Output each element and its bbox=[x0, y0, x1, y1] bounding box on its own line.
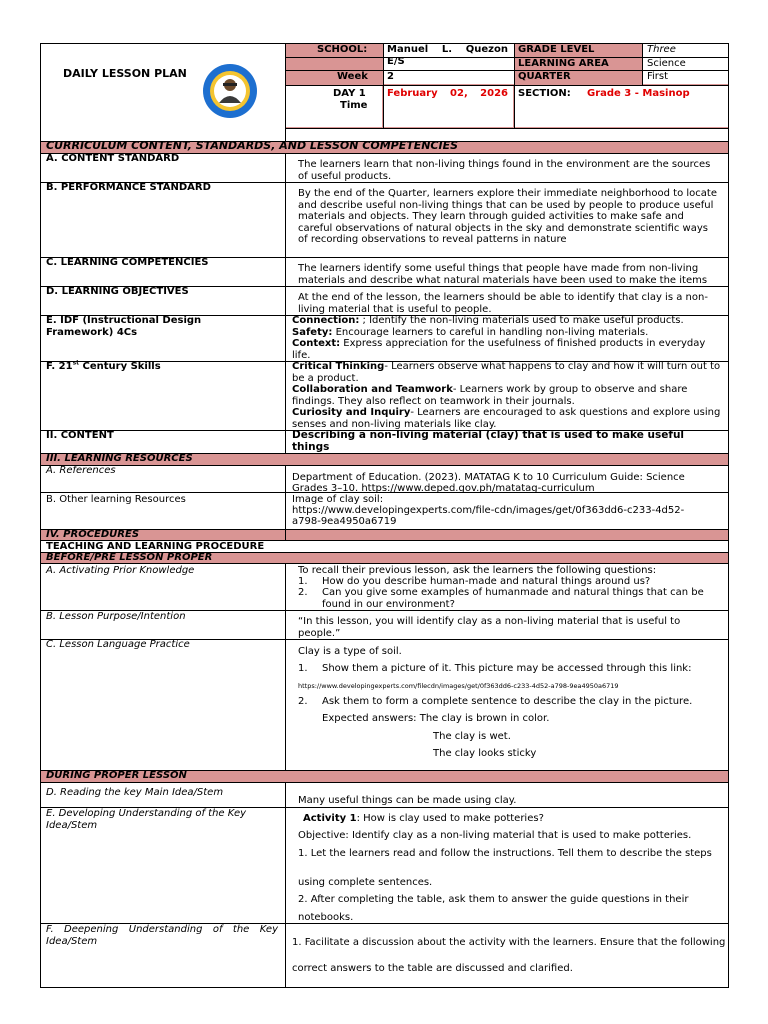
language-exp3: The clay looks sticky bbox=[433, 748, 537, 759]
language-s1: Show them a picture of it. This picture may be accessed through this link: bbox=[322, 663, 692, 674]
references-line2: Grades 3–10. https://www.deped.gov.ph/matatag-curriculum bbox=[292, 483, 595, 494]
language-exp2: The clay is wet. bbox=[433, 731, 511, 742]
references-line1: Department of Education. (2023). MATATAG K to 10 Curriculum Guide: Science bbox=[292, 472, 685, 483]
procedures-heading: IV. PROCEDURES bbox=[46, 529, 140, 540]
developing-step1b: using complete sentences. bbox=[298, 877, 433, 888]
skills-text: Critical Thinking- Learners observe what happens to clay and how it will turn out to be a product. Collaboration and Teamwork- Learners work by group to observe and share findings. They also reflect on teamwork in their journals. Curiosity and Inquiry- Learners are encouraged to ask questions and explore using senses and non-living materials like clay. bbox=[292, 361, 721, 430]
learning-area-label: LEARNING AREA bbox=[518, 58, 609, 69]
school-label: SCHOOL: bbox=[317, 44, 368, 55]
language-exp1: Expected answers: The clay is brown in color. bbox=[322, 713, 550, 724]
developing-objective: Objective: Identify clay as a non-living material that is used to make potteries. bbox=[298, 830, 692, 841]
reading-label: D. Reading the key Main Idea/Stem bbox=[46, 787, 224, 798]
activating-q1-num: 1. bbox=[298, 576, 308, 587]
grade-level-label: GRADE LEVEL bbox=[518, 44, 595, 55]
developing-step2: 2. After completing the table, ask them to answer the guide questions in their bbox=[298, 894, 689, 905]
section-value: Grade 3 - Masinop bbox=[587, 88, 690, 99]
school-value: Manuel L. Quezon E/S bbox=[387, 44, 508, 67]
content-standard-label: A. CONTENT STANDARD bbox=[46, 153, 180, 164]
other-resources-line2: https://www.developingexperts.com/file-cdn/images/get/0f363dd6-c233-4d52- bbox=[292, 505, 685, 516]
grade-level-value: Three bbox=[647, 44, 676, 55]
language-line1: Clay is a type of soil. bbox=[298, 646, 402, 657]
other-resources-line1: Image of clay soil: bbox=[292, 494, 384, 505]
purpose-label: B. Lesson Purpose/Intention bbox=[46, 611, 186, 622]
week-label: Week bbox=[337, 71, 368, 82]
developing-step2b: notebooks. bbox=[298, 912, 354, 923]
competencies-label: C. LEARNING COMPETENCIES bbox=[46, 257, 209, 268]
curriculum-heading: CURRICULUM CONTENT, STANDARDS, AND LESSON COMPETENCIES bbox=[46, 139, 459, 152]
other-resources-line3: a798-9ea4950a6719 bbox=[292, 516, 397, 527]
day-label: DAY 1 bbox=[333, 88, 366, 99]
before-lesson-heading: BEFORE/PRE LESSON PROPER bbox=[46, 552, 213, 563]
week-value: 2 bbox=[387, 71, 394, 82]
deepening-line1: 1. Facilitate a discussion about the activity with the learners. Ensure that the following bbox=[292, 937, 726, 948]
other-resources-label: B. Other learning Resources bbox=[46, 494, 186, 505]
school-seal-icon bbox=[201, 63, 259, 119]
content-standard-text: The learners learn that non-living things found in the environment are the sources of useful products. bbox=[298, 159, 711, 182]
activating-q2: Can you give some examples of humanmade and natural things that can be found in our environment? bbox=[322, 587, 704, 610]
deepening-line2: correct answers to the table are discussed and clarified. bbox=[292, 963, 573, 974]
plan-title: DAILY LESSON PLAN bbox=[63, 67, 187, 80]
learning-area-value: Science bbox=[647, 58, 686, 69]
language-s2-num: 2. bbox=[298, 696, 308, 707]
during-lesson-heading: DURING PROPER LESSON bbox=[46, 770, 187, 781]
date-value: February 02, 2026 bbox=[387, 88, 508, 99]
activating-q1: How do you describe human-made and natural things around us? bbox=[322, 576, 651, 587]
performance-standard-label: B. PERFORMANCE STANDARD bbox=[46, 182, 211, 193]
references-label: A. References bbox=[46, 465, 116, 476]
idf-text: Connection: ; Identify the non-living materials used to make useful products. Safety: Encourage learners to careful in handling non-living materials. Context: Express appreciation for the usefulness of finished products in everyday life. bbox=[292, 315, 706, 361]
section-label: SECTION: bbox=[518, 88, 571, 99]
quarter-label: QUARTER bbox=[518, 71, 571, 82]
content-label: II. CONTENT bbox=[46, 430, 114, 441]
activating-label: A. Activating Prior Knowledge bbox=[46, 565, 195, 576]
activating-q2-num: 2. bbox=[298, 587, 308, 598]
language-label: C. Lesson Language Practice bbox=[46, 639, 190, 650]
content-text: Describing a non-living material (clay) that is used to make useful things bbox=[292, 429, 685, 453]
idf-label: E. IDF (Instructional Design Framework) 4Cs bbox=[46, 315, 202, 338]
purpose-text: “In this lesson, you will identify clay as a non-living material that is useful to people.” bbox=[298, 616, 681, 639]
language-s1-num: 1. bbox=[298, 663, 308, 674]
objectives-text: At the end of the lesson, the learners should be able to identify that clay is a non-living material that is useful to people. bbox=[298, 292, 708, 315]
developing-label: E. Developing Understanding of the Key Idea/Stem bbox=[46, 808, 247, 831]
language-link[interactable]: https://www.developingexperts.com/filecdn/images/get/0f363dd6-c233-4d52-a798-9ea4950a6719 bbox=[298, 682, 619, 690]
language-s2: Ask them to form a complete sentence to describe the clay in the picture. bbox=[322, 696, 693, 707]
activating-intro: To recall their previous lesson, ask the learners the following questions: bbox=[298, 565, 657, 576]
developing-step1: 1. Let the learners read and follow the instructions. Tell them to describe the steps bbox=[298, 848, 712, 859]
teaching-procedure-heading: TEACHING AND LEARNING PROCEDURE bbox=[46, 541, 265, 552]
learning-resources-heading: III. LEARNING RESOURCES bbox=[46, 453, 193, 464]
skills-label: F. 21st Century Skills bbox=[46, 359, 161, 372]
developing-activity: Activity 1: How is clay used to make potteries? bbox=[303, 813, 544, 824]
performance-standard-text: By the end of the Quarter, learners explore their immediate neighborhood to locate and describe useful non-living things that can be used by people to produce useful materials and objects. They learn through guided activities to make safe and careful observations of natural objects in the sky and demonstrate scientific ways of recording observations to reveal patterns in nature bbox=[298, 188, 717, 245]
reading-text: Many useful things can be made using clay. bbox=[298, 795, 517, 806]
competencies-text: The learners identify some useful things that people have made from non-living materials and describe what natural materials have been used to make the items bbox=[298, 263, 708, 286]
quarter-value: First bbox=[647, 71, 669, 82]
time-label: Time bbox=[340, 100, 368, 111]
deepening-label: F. Deepening Understanding of the Key Idea/Stem bbox=[46, 924, 278, 947]
objectives-label: D. LEARNING OBJECTIVES bbox=[46, 286, 189, 297]
